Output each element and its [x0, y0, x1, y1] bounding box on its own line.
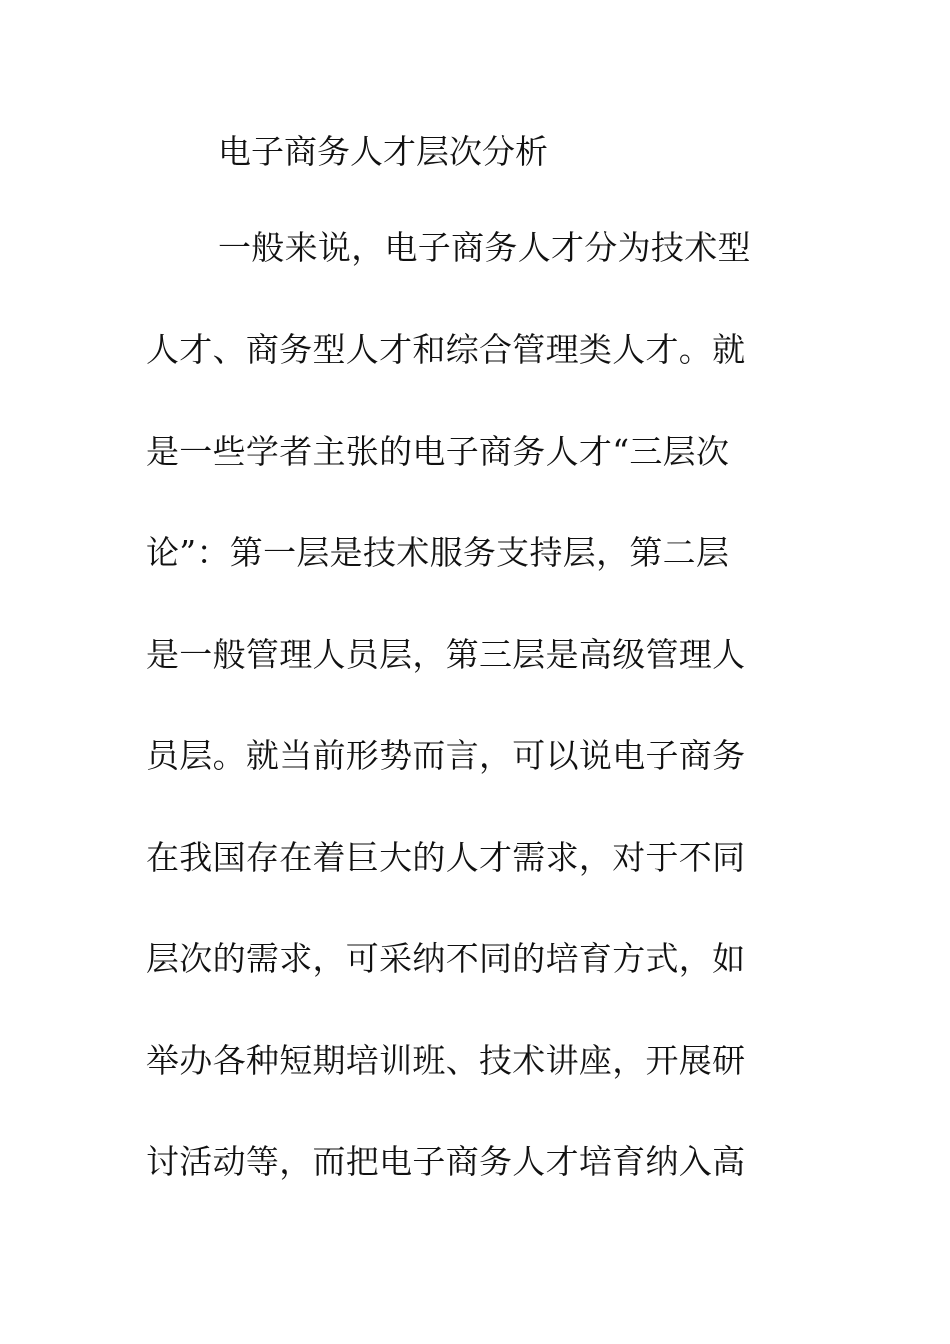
paragraph-line-5: 是一般管理人员层，第三层是高级管理人: [146, 635, 746, 674]
paragraph-line-6: 员层。就当前形势而言，可以说电子商务: [146, 736, 746, 775]
paragraph-line-1: 一般来说，电子商务人才分为技术型: [218, 228, 751, 267]
paragraph-line-9: 举办各种短期培训班、技术讲座，开展研: [146, 1041, 746, 1080]
paragraph-line-8: 层次的需求，可采纳不同的培育方式，如: [146, 939, 746, 978]
paragraph-line-2: 人才、商务型人才和综合管理类人才。就: [146, 330, 746, 369]
document-title: 电子商务人才层次分析: [218, 132, 548, 171]
paragraph-line-10: 讨活动等，而把电子商务人才培育纳入高: [146, 1142, 746, 1181]
paragraph-line-3: 是一些学者主张的电子商务人才“三层次: [146, 432, 730, 471]
paragraph-line-4: 论”：第一层是技术服务支持层，第二层: [146, 533, 730, 572]
paragraph-line-7: 在我国存在着巨大的人才需求，对于不同: [146, 838, 746, 877]
